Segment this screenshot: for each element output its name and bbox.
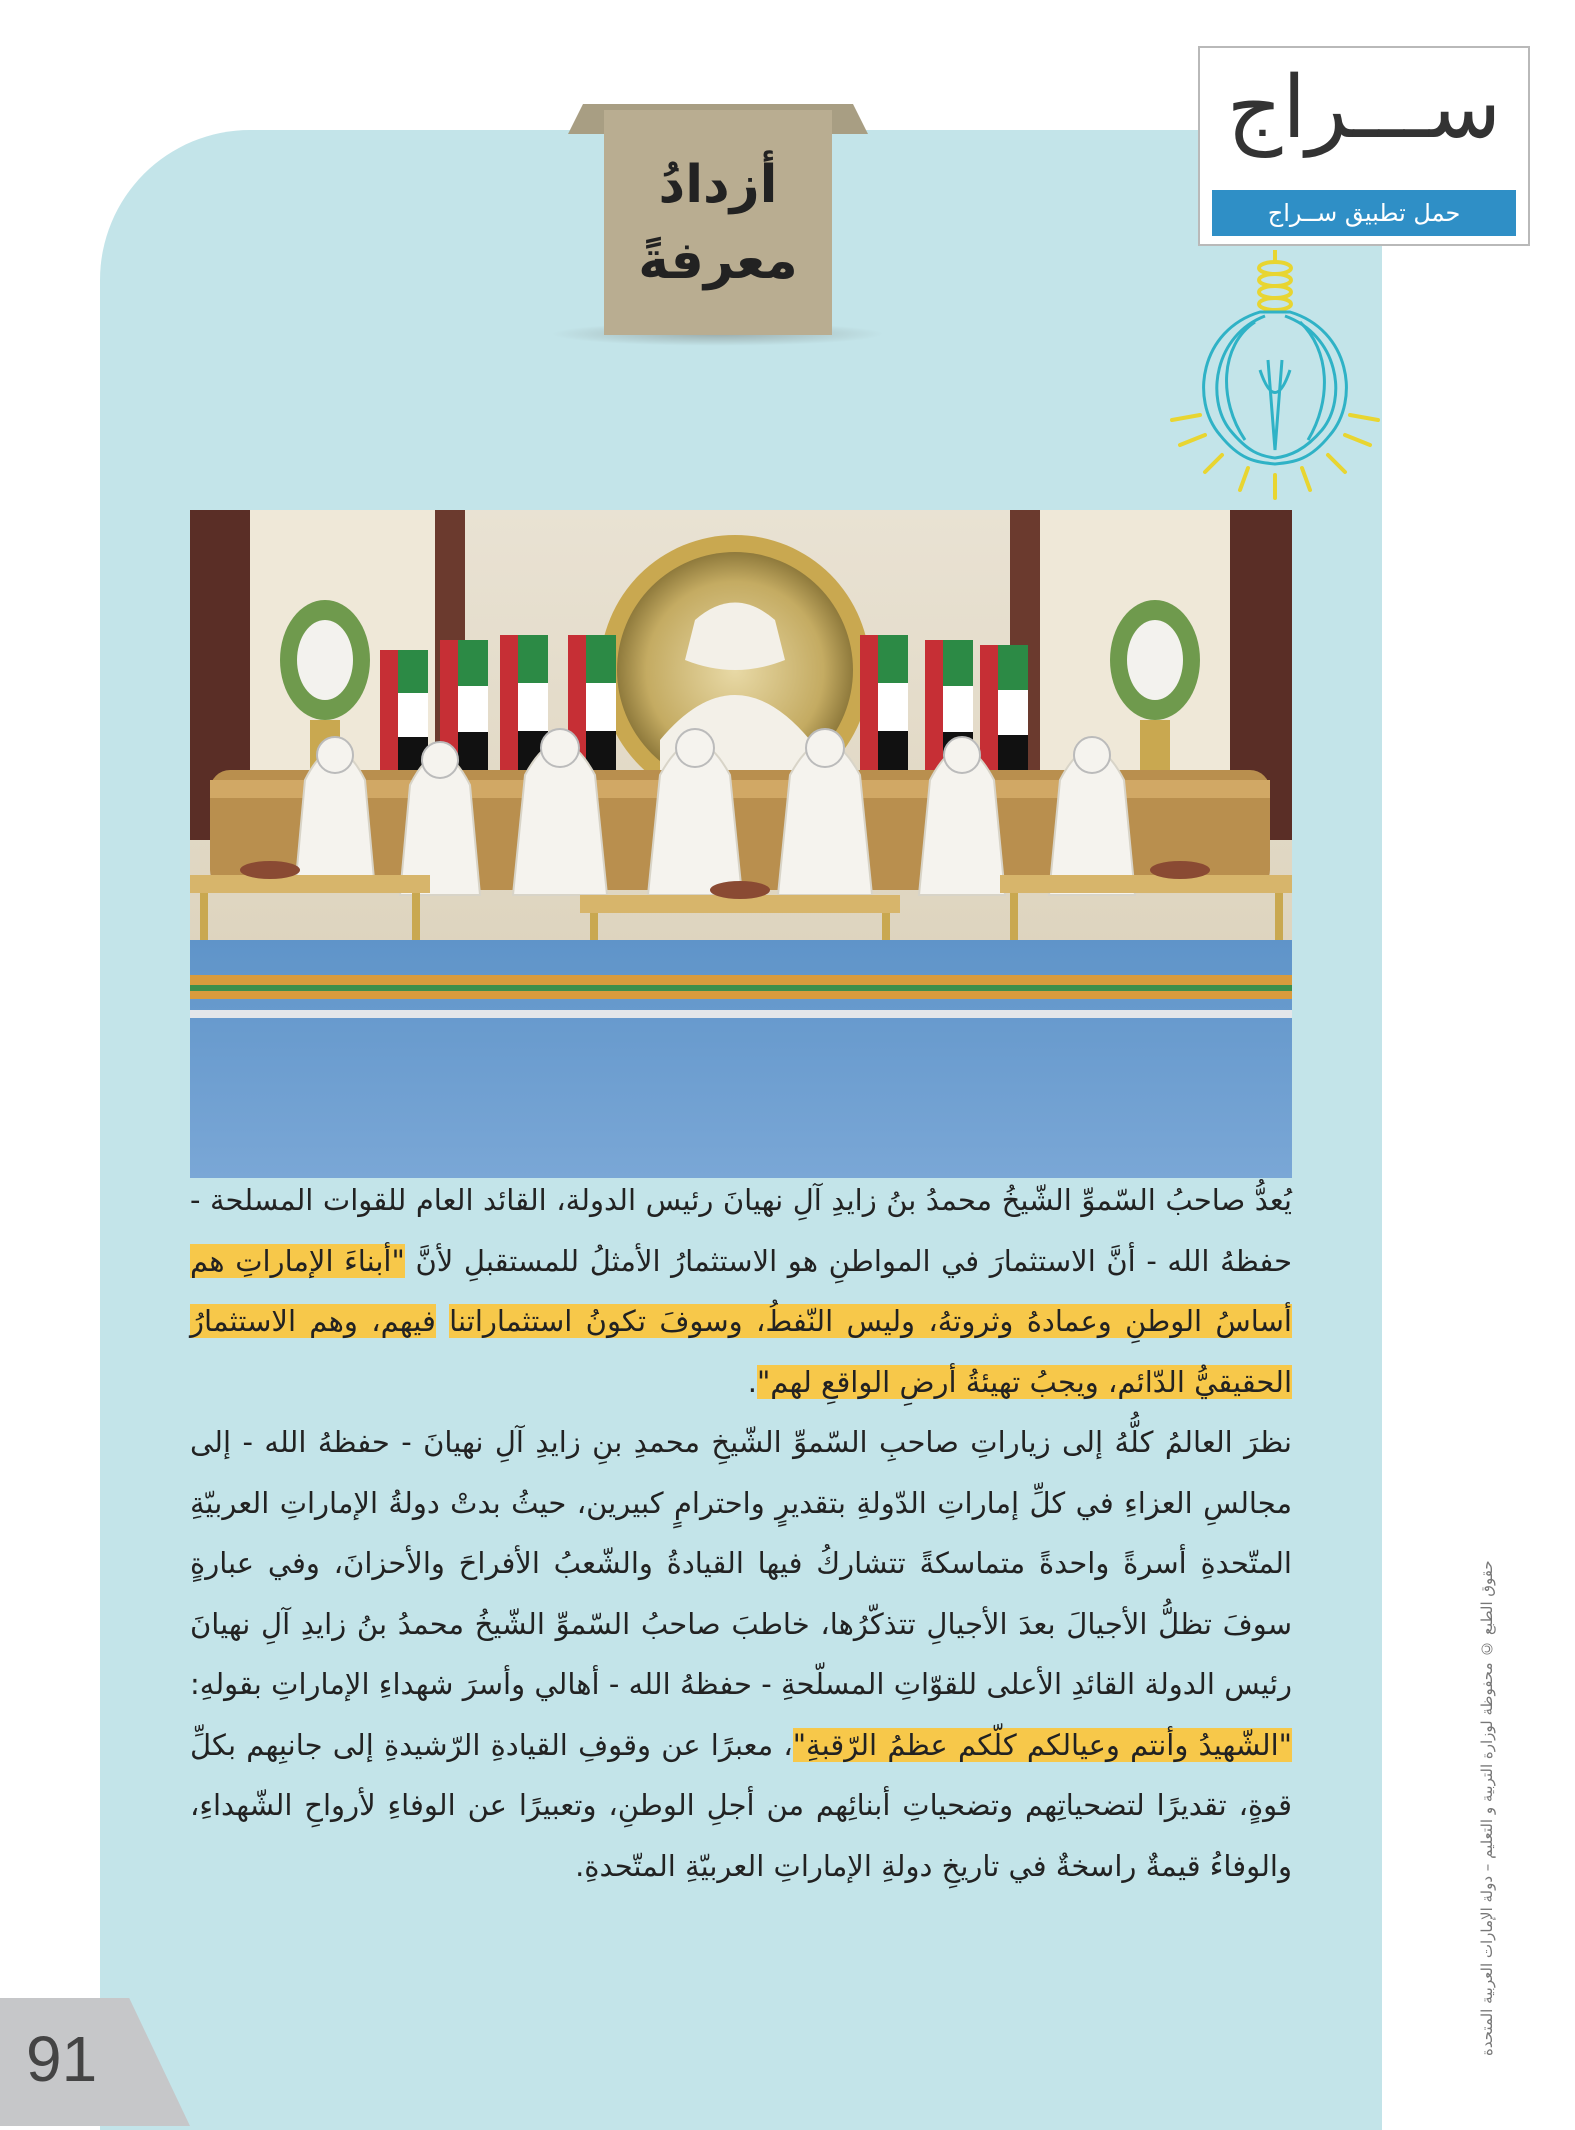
- highlighted-quote-1b: فيهم، وهم الاستثمارُ الحقيقيُّ الدّائم، ويجبُ تهيئةُ أرضِ الواقعِ لهم": [190, 1304, 1292, 1399]
- lightbulb-icon: [1160, 250, 1390, 510]
- p2-line-3: العربيّةِ المتّحدةِ أسرةً واحدةً متماسكةً تتشاركُ فيها القيادةُ والشّعبُ الأفراحَ والأحزانَ،: [190, 1485, 1292, 1580]
- copyright-note: حقوق الطبع © محفوظة لوزارة التربية و التعليم – دولة الإمارات العربية المتحدة: [1478, 1560, 1496, 2056]
- badge-line-1: أزدادُ: [658, 154, 778, 215]
- p2-line-9: العربيّةِ المتّحدةِ.: [575, 1848, 765, 1883]
- p1-line-2: المسلحة - حفظهُ الله - أنَّ الاستثمارَ في المواطنِ هو الاستثمارُ الأمثلُ للمستقبلِ لأنَّ: [190, 1183, 1292, 1278]
- p1-end: .: [747, 1364, 757, 1399]
- p1-line-1: يُعدُّ صاحبُ السّموِّ الشّيخُ محمدُ بنُ زايدِ آلِ نهيانَ رئيس الدولة، القائد العام للقوات: [322, 1183, 1292, 1217]
- p2-line-8: الوطنِ، وتعبيرًا عن الوفاءِ لأرواحِ الشّهداءِ، والوفاءُ قيمةٌ راسخةٌ في تاريخِ دولةِ الإماراتِ: [190, 1788, 1292, 1883]
- paragraph-2: [190, 1412, 1292, 1896]
- p2-line-7: القيادةِ الرّشيدةِ إلى جانبِهم بكلِّ قوةٍ، تقديرًا لتضحياتِهم وتضحياتِ أبنائِهم من أجلِ: [190, 1727, 1293, 1822]
- highlighted-quote-2: "الشّهيدُ وأنتم وعيالكم كلّكم عظمُ الرّقبةِ": [792, 1727, 1292, 1762]
- leaders-majlis-photo: [190, 510, 1292, 1178]
- logo-tagline: حمل تطبيق ســراج: [1212, 190, 1516, 236]
- p2-line-4: وفي عبارةٍ سوفَ تظلُّ الأجيالَ بعدَ الأجيالِ تتذكّرُها، خاطبَ صاحبُ السّموِّ الشّيخُ محمدُ: [190, 1546, 1293, 1641]
- p2-line-2: إلى مجالسِ العزاءِ في كلِّ إماراتِ الدّولةِ بتقديرٍ واحترامٍ كبيرين، حيثُ بدتْ دولةُ الإماراتِ: [190, 1425, 1292, 1520]
- article-body: [190, 1170, 1292, 1896]
- logo-word: ســـراج: [1226, 58, 1502, 158]
- paragraph-1: [190, 1170, 1292, 1412]
- p2-line-6-post: ، معبرًا عن وقوفِ: [578, 1727, 793, 1762]
- p2-line-6-pre: شهداءِ الإماراتِ بقولهِ:: [190, 1667, 454, 1701]
- siraj-logo[interactable]: [1198, 46, 1530, 246]
- highlighted-quote-1a: "أبناءَ الإماراتِ هم أساسُ الوطنِ وعمادهُ وثروتهُ، وليس النّفطُ، وسوفَ تكونُ استثماراتنا: [190, 1243, 1292, 1338]
- page-number: 91: [26, 2023, 98, 2095]
- p2-line-1: نظرَ العالمُ كلُّهُ إلى زياراتِ صاحبِ السّموِّ الشّيخِ محمدِ بنِ زايدِ آلِ نهيانَ - حفظهُ الله -: [242, 1425, 1293, 1459]
- badge-line-2: معرفةً: [638, 230, 798, 291]
- p2-line-5: بنُ زايدِ آلِ نهيانَ رئيس الدولة القائدِ الأعلى للقوّاتِ المسلّحةِ - حفظهُ الله - أهالي وأسرَ: [190, 1606, 1293, 1701]
- section-badge: [604, 110, 832, 335]
